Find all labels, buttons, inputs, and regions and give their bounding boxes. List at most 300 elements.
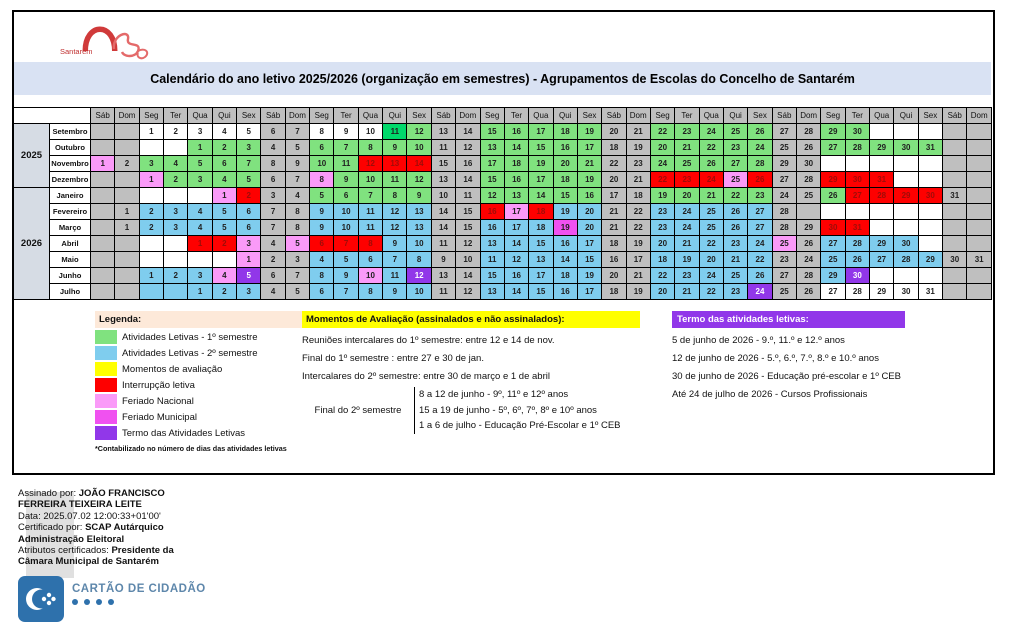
day-cell: 11 bbox=[358, 220, 382, 236]
day-cell: 2 bbox=[212, 284, 236, 300]
day-cell: 3 bbox=[285, 252, 309, 268]
day-cell: 1 bbox=[139, 172, 163, 188]
day-cell: 17 bbox=[626, 252, 650, 268]
day-cell: 5 bbox=[237, 172, 261, 188]
day-cell bbox=[918, 204, 942, 220]
day-cell bbox=[164, 284, 188, 300]
day-cell: 19 bbox=[529, 156, 553, 172]
day-cell bbox=[967, 220, 992, 236]
day-cell: 14 bbox=[431, 204, 455, 220]
day-cell: 16 bbox=[504, 172, 528, 188]
day-cell: 2 bbox=[115, 156, 139, 172]
day-cell: 3 bbox=[164, 220, 188, 236]
day-cell: 3 bbox=[237, 140, 261, 156]
day-cell: 4 bbox=[212, 172, 236, 188]
day-cell: 27 bbox=[821, 140, 845, 156]
day-cell: 5 bbox=[237, 268, 261, 284]
day-cell bbox=[91, 172, 115, 188]
day-cell: 8 bbox=[358, 236, 382, 252]
day-cell: 7 bbox=[358, 188, 382, 204]
day-cell bbox=[821, 156, 845, 172]
day-cell: 29 bbox=[796, 220, 820, 236]
day-cell: 21 bbox=[699, 188, 723, 204]
day-cell: 10 bbox=[358, 172, 382, 188]
day-cell bbox=[139, 236, 163, 252]
legend-item-label: Feriado Nacional bbox=[122, 395, 194, 407]
day-cell: 10 bbox=[431, 188, 455, 204]
day-cell bbox=[212, 252, 236, 268]
day-cell: 29 bbox=[870, 284, 894, 300]
day-cell: 22 bbox=[699, 284, 723, 300]
day-cell: 23 bbox=[675, 124, 699, 140]
day-cell: 14 bbox=[504, 284, 528, 300]
day-cell: 22 bbox=[650, 268, 674, 284]
day-cell: 26 bbox=[748, 268, 772, 284]
day-cell: 22 bbox=[699, 236, 723, 252]
weekday-header: Qui bbox=[383, 108, 407, 124]
day-cell: 15 bbox=[480, 268, 504, 284]
day-cell: 8 bbox=[407, 252, 431, 268]
weekday-header: Sex bbox=[918, 108, 942, 124]
day-cell: 3 bbox=[188, 124, 212, 140]
day-cell: 11 bbox=[383, 124, 407, 140]
day-cell: 17 bbox=[577, 236, 601, 252]
day-cell: 12 bbox=[456, 284, 480, 300]
legend-item-label: Feriado Municipal bbox=[122, 411, 197, 423]
day-cell bbox=[164, 236, 188, 252]
weekday-header: Dom bbox=[626, 108, 650, 124]
day-cell: 28 bbox=[894, 252, 918, 268]
term-end-items bbox=[672, 335, 917, 400]
day-cell: 24 bbox=[796, 252, 820, 268]
day-cell: 21 bbox=[723, 252, 747, 268]
day-cell: 2 bbox=[139, 204, 163, 220]
day-cell: 9 bbox=[383, 284, 407, 300]
day-cell bbox=[845, 156, 869, 172]
day-cell: 17 bbox=[504, 204, 528, 220]
day-cell: 22 bbox=[650, 124, 674, 140]
day-cell: 22 bbox=[650, 172, 674, 188]
day-cell: 27 bbox=[821, 236, 845, 252]
evaluation-block bbox=[302, 311, 652, 434]
day-cell: 15 bbox=[456, 204, 480, 220]
day-cell: 8 bbox=[285, 204, 309, 220]
legend-item-label: Atividades Letivas - 2º semestre bbox=[122, 347, 258, 359]
day-cell: 21 bbox=[675, 236, 699, 252]
day-cell: 8 bbox=[310, 124, 334, 140]
day-cell: 10 bbox=[334, 220, 358, 236]
day-cell: 8 bbox=[285, 220, 309, 236]
day-cell: 28 bbox=[748, 156, 772, 172]
day-cell: 7 bbox=[334, 140, 358, 156]
legend-item bbox=[95, 394, 323, 408]
day-cell: 26 bbox=[748, 172, 772, 188]
day-cell: 24 bbox=[650, 156, 674, 172]
day-cell bbox=[115, 172, 139, 188]
day-cell: 9 bbox=[383, 236, 407, 252]
legend-item bbox=[95, 378, 323, 392]
legend-item-label: Atividades Letivas - 1º semestre bbox=[122, 331, 258, 343]
day-cell bbox=[943, 124, 967, 140]
legend-item-label: Interrupção letiva bbox=[122, 379, 195, 391]
day-cell: 1 bbox=[188, 140, 212, 156]
day-cell: 8 bbox=[261, 156, 285, 172]
day-cell: 23 bbox=[772, 252, 796, 268]
day-cell: 29 bbox=[772, 156, 796, 172]
day-cell: 25 bbox=[699, 220, 723, 236]
day-cell: 16 bbox=[553, 284, 577, 300]
day-cell: 12 bbox=[407, 124, 431, 140]
day-cell bbox=[870, 124, 894, 140]
day-cell: 27 bbox=[772, 268, 796, 284]
day-cell: 13 bbox=[480, 284, 504, 300]
day-cell: 11 bbox=[358, 204, 382, 220]
day-cell: 11 bbox=[431, 284, 455, 300]
day-cell bbox=[139, 252, 163, 268]
dot-icon bbox=[96, 599, 102, 605]
day-cell: 12 bbox=[456, 140, 480, 156]
dot-icon bbox=[108, 599, 114, 605]
day-cell: 20 bbox=[650, 236, 674, 252]
day-cell: 25 bbox=[675, 156, 699, 172]
day-cell bbox=[918, 156, 942, 172]
day-cell: 15 bbox=[529, 236, 553, 252]
day-cell: 29 bbox=[821, 268, 845, 284]
term-end-item: 5 de junho de 2026 - 9.º, 11.º e 12.º anos bbox=[672, 335, 845, 346]
day-cell: 21 bbox=[626, 124, 650, 140]
day-cell bbox=[91, 220, 115, 236]
day-cell: 16 bbox=[456, 156, 480, 172]
day-cell: 4 bbox=[212, 268, 236, 284]
weekday-header: Ter bbox=[334, 108, 358, 124]
weekday-header: Qui bbox=[212, 108, 236, 124]
day-cell: 5 bbox=[188, 156, 212, 172]
day-cell: 16 bbox=[504, 268, 528, 284]
day-cell: 6 bbox=[212, 156, 236, 172]
day-cell bbox=[918, 172, 942, 188]
day-cell bbox=[943, 284, 967, 300]
weekday-header: Qui bbox=[553, 108, 577, 124]
day-cell: 5 bbox=[237, 124, 261, 140]
day-cell: 16 bbox=[577, 188, 601, 204]
weekday-header: Qui bbox=[894, 108, 918, 124]
day-cell: 23 bbox=[675, 172, 699, 188]
day-cell bbox=[139, 140, 163, 156]
dot-icon bbox=[72, 599, 78, 605]
day-cell: 1 bbox=[188, 236, 212, 252]
day-cell bbox=[115, 236, 139, 252]
day-cell: 23 bbox=[626, 156, 650, 172]
legend-item-label: Momentos de avaliação bbox=[122, 363, 223, 375]
legend-item bbox=[95, 346, 323, 360]
weekday-header: Dom bbox=[115, 108, 139, 124]
weekday-header: Sáb bbox=[91, 108, 115, 124]
day-cell: 7 bbox=[261, 220, 285, 236]
day-cell: 17 bbox=[504, 220, 528, 236]
day-cell bbox=[115, 140, 139, 156]
day-cell: 13 bbox=[431, 124, 455, 140]
day-cell: 28 bbox=[845, 284, 869, 300]
day-cell bbox=[91, 140, 115, 156]
day-cell: 1 bbox=[91, 156, 115, 172]
day-cell: 31 bbox=[918, 284, 942, 300]
term-end-header: Termo das atividades letivas: bbox=[672, 311, 905, 328]
day-cell: 31 bbox=[918, 140, 942, 156]
weekday-header: Dom bbox=[456, 108, 480, 124]
weekday-header: Dom bbox=[967, 108, 992, 124]
day-cell bbox=[918, 220, 942, 236]
day-cell: 26 bbox=[796, 284, 820, 300]
day-cell: 17 bbox=[529, 172, 553, 188]
day-cell: 25 bbox=[772, 236, 796, 252]
day-cell: 27 bbox=[748, 220, 772, 236]
legend-block bbox=[95, 311, 323, 453]
day-cell: 7 bbox=[334, 284, 358, 300]
day-cell: 18 bbox=[504, 156, 528, 172]
legend-swatch bbox=[95, 330, 117, 344]
day-cell: 23 bbox=[723, 140, 747, 156]
day-cell: 24 bbox=[675, 220, 699, 236]
day-cell: 4 bbox=[188, 204, 212, 220]
day-cell: 15 bbox=[529, 284, 553, 300]
day-cell: 25 bbox=[723, 268, 747, 284]
term-end-item: Até 24 de julho de 2026 - Cursos Profissionais bbox=[672, 389, 868, 400]
day-cell: 4 bbox=[261, 140, 285, 156]
day-cell: 15 bbox=[529, 140, 553, 156]
day-cell: 28 bbox=[870, 188, 894, 204]
day-cell: 17 bbox=[602, 188, 626, 204]
day-cell: 1 bbox=[139, 124, 163, 140]
day-cell: 27 bbox=[723, 156, 747, 172]
day-cell: 5 bbox=[285, 140, 309, 156]
day-cell: 8 bbox=[383, 188, 407, 204]
day-cell bbox=[967, 188, 992, 204]
day-cell: 2 bbox=[212, 236, 236, 252]
year-label: 2026 bbox=[14, 188, 50, 300]
weekday-header: Seg bbox=[310, 108, 334, 124]
term-end-block bbox=[672, 311, 917, 400]
santarem-logo bbox=[58, 11, 150, 66]
calendar-table bbox=[13, 107, 992, 300]
day-cell: 20 bbox=[650, 284, 674, 300]
day-cell: 17 bbox=[480, 156, 504, 172]
day-cell: 27 bbox=[772, 172, 796, 188]
day-cell: 24 bbox=[675, 204, 699, 220]
day-cell: 11 bbox=[383, 268, 407, 284]
day-cell bbox=[967, 124, 992, 140]
weekday-header: Ter bbox=[845, 108, 869, 124]
weekday-header: Ter bbox=[504, 108, 528, 124]
month-label: Janeiro bbox=[50, 188, 91, 204]
day-cell bbox=[967, 204, 992, 220]
day-cell: 27 bbox=[870, 252, 894, 268]
day-cell: 10 bbox=[358, 268, 382, 284]
day-cell: 19 bbox=[650, 188, 674, 204]
day-cell: 6 bbox=[358, 252, 382, 268]
day-cell: 2 bbox=[164, 124, 188, 140]
day-cell: 26 bbox=[796, 236, 820, 252]
day-cell: 5 bbox=[285, 284, 309, 300]
day-cell: 10 bbox=[334, 204, 358, 220]
day-cell: 28 bbox=[845, 236, 869, 252]
day-cell bbox=[918, 236, 942, 252]
citizen-card-logo bbox=[18, 576, 206, 622]
legend-footnote: *Contabilizado no número de dias das atividades letivas bbox=[95, 444, 287, 453]
day-cell: 20 bbox=[577, 204, 601, 220]
day-cell: 19 bbox=[626, 140, 650, 156]
day-cell: 12 bbox=[480, 188, 504, 204]
day-cell: 20 bbox=[650, 140, 674, 156]
day-cell bbox=[894, 204, 918, 220]
weekday-header: Qua bbox=[358, 108, 382, 124]
day-cell: 6 bbox=[237, 220, 261, 236]
day-cell: 27 bbox=[821, 284, 845, 300]
day-cell: 9 bbox=[334, 172, 358, 188]
weekday-header: Sáb bbox=[261, 108, 285, 124]
day-cell bbox=[870, 268, 894, 284]
day-cell: 11 bbox=[456, 188, 480, 204]
day-cell: 31 bbox=[870, 172, 894, 188]
evaluation-header: Momentos de Avaliação (assinalados e não assinalados): bbox=[302, 311, 640, 328]
weekday-header: Seg bbox=[139, 108, 163, 124]
day-cell bbox=[91, 252, 115, 268]
day-cell: 4 bbox=[285, 188, 309, 204]
day-cell: 1 bbox=[237, 252, 261, 268]
day-cell: 13 bbox=[480, 140, 504, 156]
day-cell: 10 bbox=[358, 124, 382, 140]
day-cell bbox=[164, 188, 188, 204]
day-cell: 19 bbox=[626, 236, 650, 252]
day-cell: 17 bbox=[577, 284, 601, 300]
legend-swatch bbox=[95, 346, 117, 360]
day-cell: 12 bbox=[504, 252, 528, 268]
weekday-header: Seg bbox=[650, 108, 674, 124]
day-cell: 1 bbox=[212, 188, 236, 204]
day-cell: 12 bbox=[383, 204, 407, 220]
day-cell: 22 bbox=[723, 188, 747, 204]
day-cell: 20 bbox=[699, 252, 723, 268]
day-cell: 14 bbox=[456, 172, 480, 188]
day-cell bbox=[943, 236, 967, 252]
day-cell bbox=[894, 268, 918, 284]
day-cell: 16 bbox=[480, 220, 504, 236]
day-cell: 10 bbox=[310, 156, 334, 172]
day-cell: 19 bbox=[553, 204, 577, 220]
day-cell: 6 bbox=[334, 188, 358, 204]
day-cell: 7 bbox=[285, 124, 309, 140]
month-label: Julho bbox=[50, 284, 91, 300]
month-label: Novembro bbox=[50, 156, 91, 172]
day-cell: 29 bbox=[894, 188, 918, 204]
day-cell: 25 bbox=[699, 204, 723, 220]
day-cell bbox=[870, 156, 894, 172]
month-label: Maio bbox=[50, 252, 91, 268]
day-cell: 18 bbox=[553, 172, 577, 188]
calendar-corner bbox=[14, 108, 91, 124]
day-cell: 7 bbox=[285, 172, 309, 188]
day-cell bbox=[139, 284, 163, 300]
citizen-card-label: CARTÃO DE CIDADÃO bbox=[72, 583, 206, 595]
day-cell: 6 bbox=[310, 236, 334, 252]
day-cell: 1 bbox=[188, 284, 212, 300]
day-cell bbox=[796, 204, 820, 220]
day-cell: 29 bbox=[821, 124, 845, 140]
day-cell: 15 bbox=[456, 220, 480, 236]
day-cell bbox=[164, 140, 188, 156]
day-cell bbox=[870, 204, 894, 220]
day-cell: 6 bbox=[310, 284, 334, 300]
legend-items bbox=[95, 330, 323, 440]
day-cell: 21 bbox=[675, 140, 699, 156]
day-cell bbox=[164, 252, 188, 268]
day-cell: 14 bbox=[407, 156, 431, 172]
day-cell: 15 bbox=[431, 156, 455, 172]
day-cell: 21 bbox=[602, 204, 626, 220]
weekday-header: Qua bbox=[529, 108, 553, 124]
day-cell: 3 bbox=[164, 204, 188, 220]
term-end-item: 30 de junho de 2026 - Educação pré-escolar e 1º CEB bbox=[672, 371, 901, 382]
day-cell: 20 bbox=[675, 188, 699, 204]
legend-item bbox=[95, 410, 323, 424]
santarem-logo-text: Santarém bbox=[60, 47, 93, 56]
day-cell bbox=[894, 156, 918, 172]
signature-entry: Assinado por: JOÃO FRANCISCO FERREIRA TEIXEIRA LEITE bbox=[18, 488, 165, 511]
day-cell: 9 bbox=[310, 204, 334, 220]
day-cell: 18 bbox=[529, 204, 553, 220]
day-cell: 26 bbox=[845, 252, 869, 268]
weekday-header: Dom bbox=[796, 108, 820, 124]
day-cell: 30 bbox=[894, 236, 918, 252]
day-cell: 21 bbox=[602, 220, 626, 236]
weekday-header: Sex bbox=[577, 108, 601, 124]
day-cell: 18 bbox=[626, 188, 650, 204]
day-cell bbox=[943, 140, 967, 156]
day-cell: 2 bbox=[237, 188, 261, 204]
day-cell: 10 bbox=[407, 284, 431, 300]
day-cell: 25 bbox=[821, 252, 845, 268]
day-cell: 18 bbox=[529, 220, 553, 236]
day-cell bbox=[115, 268, 139, 284]
day-cell bbox=[139, 188, 163, 204]
day-cell: 13 bbox=[529, 252, 553, 268]
day-cell: 6 bbox=[261, 268, 285, 284]
day-cell: 3 bbox=[237, 236, 261, 252]
day-cell: 22 bbox=[626, 220, 650, 236]
month-label: Outubro bbox=[50, 140, 91, 156]
weekday-header: Qua bbox=[699, 108, 723, 124]
day-cell: 12 bbox=[456, 236, 480, 252]
day-cell bbox=[115, 252, 139, 268]
day-cell: 25 bbox=[723, 172, 747, 188]
day-cell: 13 bbox=[407, 220, 431, 236]
day-cell bbox=[821, 204, 845, 220]
day-cell: 30 bbox=[796, 156, 820, 172]
day-cell: 2 bbox=[261, 252, 285, 268]
month-label: Setembro bbox=[50, 124, 91, 140]
weekday-header: Dom bbox=[285, 108, 309, 124]
term-end-item: 12 de junho de 2026 - 5.º, 6.º, 7.º, 8.º e 10.º anos bbox=[672, 353, 879, 364]
day-cell: 15 bbox=[480, 124, 504, 140]
day-cell: 15 bbox=[577, 252, 601, 268]
day-cell: 16 bbox=[602, 252, 626, 268]
day-cell bbox=[188, 188, 212, 204]
day-cell: 21 bbox=[675, 284, 699, 300]
day-cell: 4 bbox=[212, 124, 236, 140]
day-cell: 30 bbox=[845, 268, 869, 284]
day-cell: 28 bbox=[845, 140, 869, 156]
day-cell: 19 bbox=[675, 252, 699, 268]
legend-swatch bbox=[95, 410, 117, 424]
